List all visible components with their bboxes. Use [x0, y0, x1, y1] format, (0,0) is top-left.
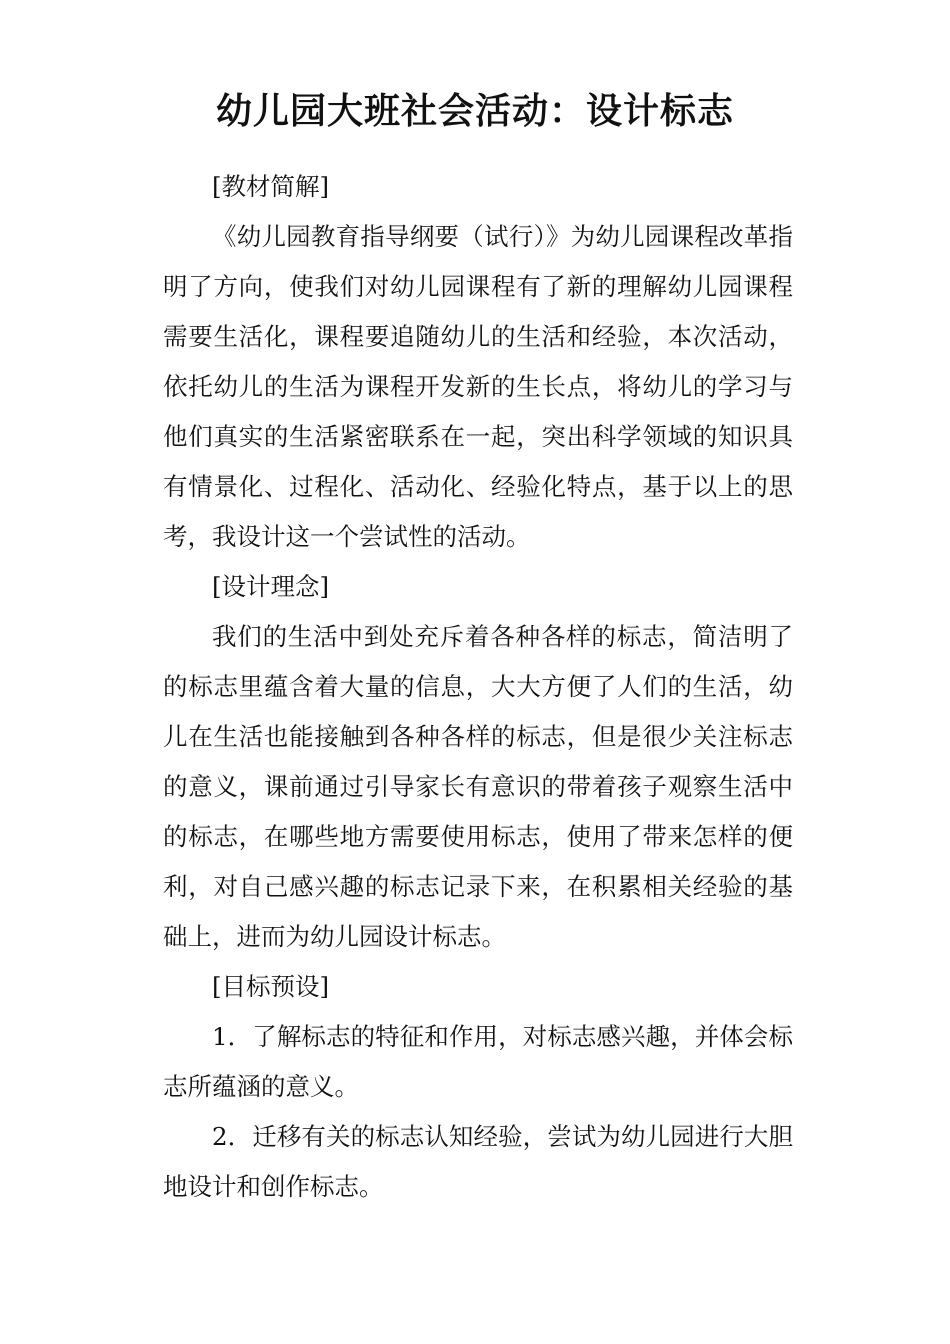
paragraph-design-concept: 我们的生活中到处充斥着各种各样的标志，简洁明了的标志里蕴含着大量的信息，大大方便了人们的生活，幼儿在生活也能接触到各种各样的标志，但是很少关注标志的意义，课前通过引导家长有意识的带着孩子观察生活中的标志，在哪些地方需要使用标志，使用了带来怎样的便利，对自己感兴趣的标志记录下来，在积累相关经验的基础上，进而为幼儿园设计标志。	[163, 622, 793, 951]
goal-item-1: 1．了解标志的特征和作用，对标志感兴趣，并体会标志所蕴涵的意义。	[163, 1022, 793, 1101]
page-title: 幼儿园大班社会活动：设计标志	[215, 91, 734, 132]
paragraph-textbook: 《幼儿园教育指导纲要（试行）》为幼儿园课程改革指明了方向，使我们对幼儿园课程有了新的理解幼儿园课程需要生活化，课程要追随幼儿的生活和经验，本次活动，依托幼儿的生活为课程开发新的生长点，将幼儿的学习与他们真实的生活紧密联系在一起，突出科学领域的知识具有情景化、过程化、活动化、经验化特点，基于以上的思考，我设计这一个尝试性的活动。	[163, 222, 793, 551]
section-heading-textbook: [教材简解]	[212, 172, 330, 201]
section-heading-design-concept: [设计理念]	[212, 572, 330, 601]
section-heading-goals: [目标预设]	[212, 972, 330, 1001]
goal-item-2: 2．迁移有关的标志认知经验，尝试为幼儿园进行大胆地设计和创作标志。	[163, 1122, 793, 1201]
document-body	[163, 162, 793, 1212]
